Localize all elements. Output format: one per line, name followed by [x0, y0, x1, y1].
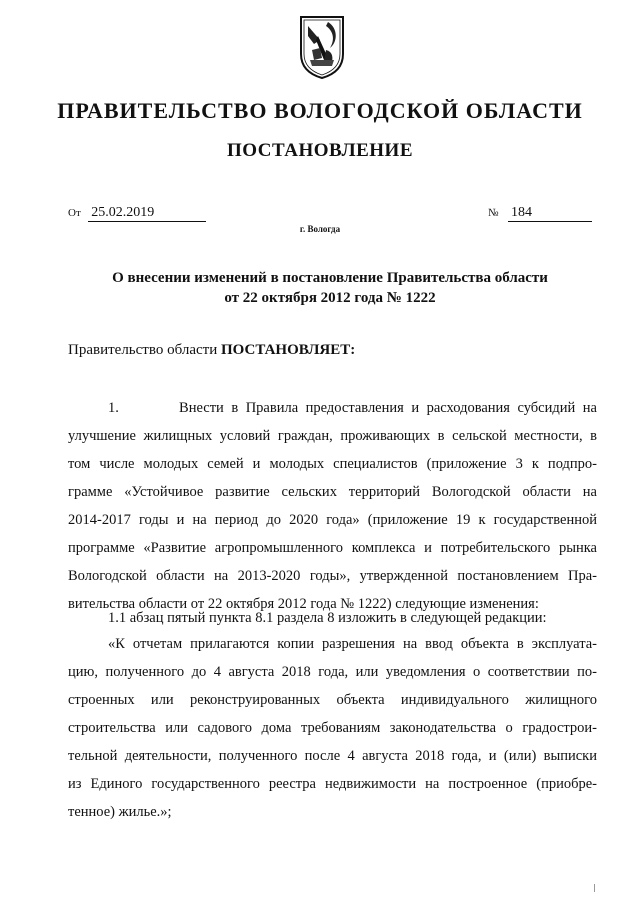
number-value: 184: [508, 205, 592, 222]
decree-prefix: Правительство области: [68, 342, 218, 358]
paragraph-quote: [68, 630, 597, 826]
coat-of-arms-icon: [298, 14, 346, 80]
text-line: из Единого государственного реестра недвижимости на построенное (приобре-: [68, 776, 597, 792]
paragraph-1: [68, 394, 597, 618]
number-label: №: [488, 207, 499, 219]
text-line: цию, полученного до 4 августа 2018 года, или уведомления о соответствии по-: [68, 664, 597, 680]
decree-verb: ПОСТАНОВЛЯЕТ:: [220, 342, 356, 358]
text-line: тенное) жилье.»;: [68, 804, 172, 820]
city-label: г. Вологда: [299, 224, 341, 234]
heading-line: О внесении изменений в постановление Правительства области: [112, 270, 548, 286]
text-line: том числе молодых семей и молодых специалистов (приложение 3 к подпро-: [68, 456, 597, 472]
date-field: [68, 205, 206, 222]
scan-mark: [594, 884, 595, 892]
text-line: 1.1 абзац пятый пункта 8.1 раздела 8 изложить в следующей редакции:: [108, 610, 547, 626]
text-line: строенных или реконструированных объекта индивидуального жилищного: [68, 692, 597, 708]
document-type: ПОСТАНОВЛЕНИЕ: [226, 140, 414, 161]
text-line: 2014-2017 годы и на период до 2020 года» (приложение 19 к государственной: [68, 512, 597, 528]
text-line: «К отчетам прилагаются копии разрешения на ввод объекта в эксплуата-: [108, 636, 597, 652]
text-line: строительства или садового дома требованиям законодательства о градострои-: [68, 720, 597, 736]
date-value: 25.02.2019: [88, 205, 206, 222]
paragraph-1-1: [68, 604, 597, 632]
decree-statement: [68, 342, 355, 359]
text-line: грамме «Устойчивое развитие сельских территорий Вологодской области на: [68, 484, 597, 500]
text-line: тельной деятельности, полученного после 4 августа 2018 года, и (или) выписки: [68, 748, 597, 764]
government-title: ПРАВИТЕЛЬСТВО ВОЛОГОДСКОЙ ОБЛАСТИ: [57, 98, 583, 123]
text-line: 1. Внести в Правила предоставления и расходования субсидий на: [108, 400, 597, 416]
text-line: улучшение жилищных условий граждан, проживающих в сельской местности, в: [68, 428, 597, 444]
document-heading: [60, 268, 600, 308]
text-line: программе «Развитие агропромышленного комплекса и потребительского рынка: [68, 540, 597, 556]
heading-line: от 22 октября 2012 года № 1222: [224, 290, 436, 306]
number-field: [488, 205, 592, 222]
date-label: От: [68, 207, 81, 219]
text-line: вительства области от 22 октября 2012 года № 1222) следующие изменения:: [68, 596, 539, 612]
text-line: Вологодской области на 2013-2020 годы», утвержденной постановлением Пра-: [68, 568, 597, 584]
